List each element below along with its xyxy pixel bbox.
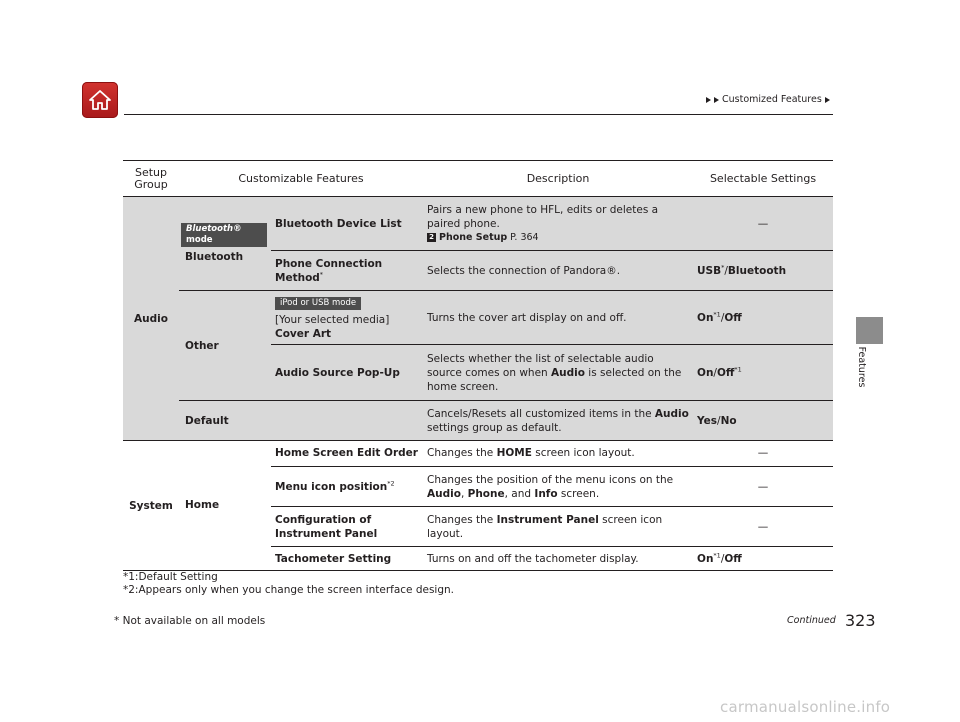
home-button[interactable] [82, 82, 118, 118]
table-row [123, 291, 833, 345]
watermark: carmanualsonline.info [720, 698, 891, 716]
feature-name: Menu icon position$^{*2}$ [271, 467, 423, 507]
description-text: Pairs a new phone to HFL, edits or deletes a paired phone. [427, 203, 659, 230]
column-header-features: Customizable Features [179, 161, 423, 197]
table-row [123, 197, 833, 251]
breadcrumb-label: Customized Features [722, 94, 822, 105]
bluetooth-mode-badge: Bluetooth® mode [181, 223, 267, 247]
footnote-appears-only: *2:Appears only when you change the screen interface design. [123, 584, 455, 596]
xref-page: P. 364 [510, 231, 539, 243]
setting-value: — [693, 197, 833, 251]
not-available-note: * Not available on all models [114, 615, 266, 627]
feature-name: Tachometer Setting [271, 547, 423, 571]
column-header-setup-group: Setup Group [123, 161, 179, 197]
table-row [123, 441, 833, 467]
xref-label: Phone Setup [439, 231, 508, 243]
subgroup-bluetooth-label: Bluetooth [185, 251, 244, 263]
column-header-settings: Selectable Settings [693, 161, 833, 197]
setting-value: USB*/Bluetooth [693, 251, 833, 291]
header-divider [124, 114, 833, 115]
setting-value: — [693, 467, 833, 507]
feature-description: Turns the cover art display on and off. [423, 291, 693, 345]
cross-reference-link[interactable] [427, 231, 689, 245]
page-number: 323 [845, 611, 876, 630]
group-system: System [123, 441, 179, 571]
feature-name [271, 291, 423, 345]
feature-description: Changes the HOME screen icon layout. [423, 441, 693, 467]
subgroup-other: Other [179, 291, 271, 401]
feature-description: Cancels/Resets all customized items in the Audio settings group as default. [423, 401, 693, 441]
breadcrumb-arrow-icon [714, 97, 719, 103]
breadcrumb[interactable] [706, 94, 830, 105]
feature-name: Bluetooth Device List [271, 197, 423, 251]
reference-arrow-icon: 2 [427, 233, 436, 242]
section-side-label: Features [856, 346, 867, 388]
setting-value: On/Off$^{*1}$ [693, 345, 833, 401]
customized-features-table [123, 160, 833, 571]
feature-description: Changes the position of the menu icons on the Audio, Phone, and Info screen. [423, 467, 693, 507]
group-audio: Audio [123, 197, 179, 441]
breadcrumb-arrow-icon [825, 97, 830, 103]
setting-value: On$^{*1}$/Off [693, 291, 833, 345]
feature-description: Turns on and off the tachometer display. [423, 547, 693, 571]
feature-media-label: [Your selected media] [275, 313, 390, 326]
feature-description: Selects the connection of Pandora®. [423, 251, 693, 291]
setting-value: Yes/No [693, 401, 833, 441]
footnote-default-setting: *1:Default Setting [123, 571, 218, 583]
feature-name: Audio Source Pop-Up [271, 345, 423, 401]
breadcrumb-arrow-icon [706, 97, 711, 103]
feature-description [423, 197, 693, 251]
feature-cover-art-label: Cover Art [275, 327, 332, 340]
setting-value: — [693, 507, 833, 547]
table-row [123, 401, 833, 441]
feature-description: Changes the Instrument Panel screen icon layout. [423, 507, 693, 547]
continued-label: Continued [787, 615, 836, 626]
feature-name: Configuration of Instrument Panel [271, 507, 423, 547]
column-header-description: Description [423, 161, 693, 197]
feature-name: Phone Connection Method* [271, 251, 423, 291]
setting-value: On$^{*1}$/Off [693, 547, 833, 571]
feature-name: Home Screen Edit Order [271, 441, 423, 467]
setting-value: — [693, 441, 833, 467]
subgroup-home: Home [179, 441, 271, 571]
feature-description: Selects whether the list of selectable audio source comes on when Audio is selected on the home screen. [423, 345, 693, 401]
ipod-usb-mode-badge: iPod or USB mode [275, 297, 361, 310]
home-icon [88, 89, 112, 111]
feature-name: Default [179, 401, 423, 441]
subgroup-bluetooth [179, 197, 271, 291]
